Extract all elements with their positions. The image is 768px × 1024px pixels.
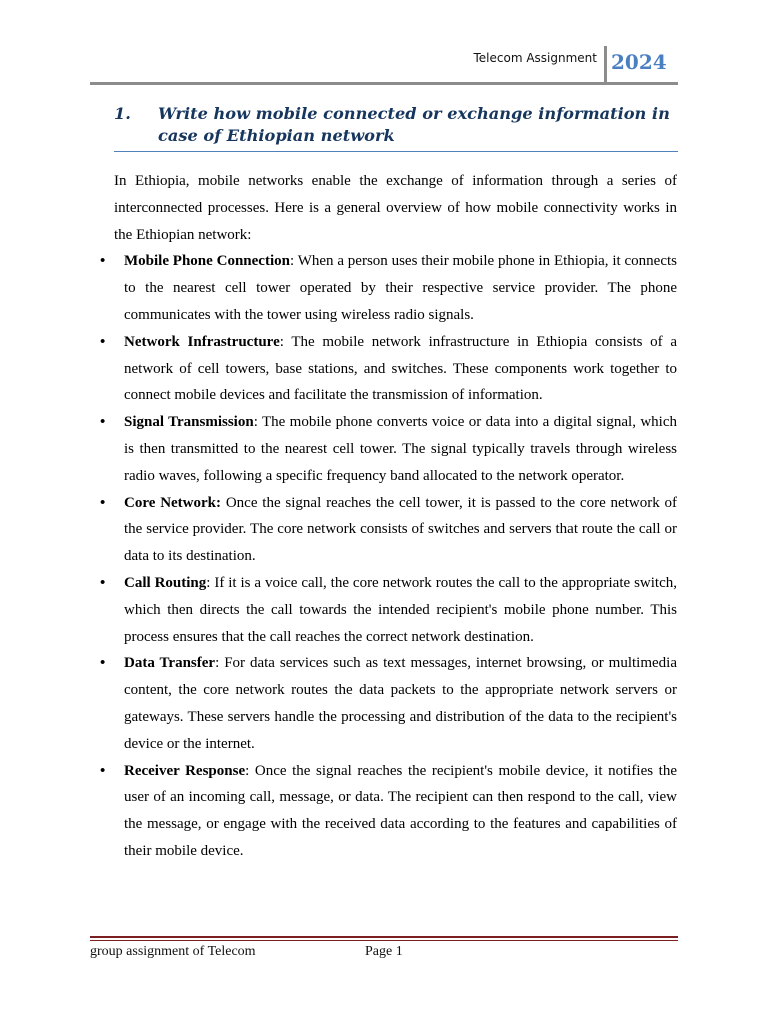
- header-title: Telecom Assignment: [473, 51, 597, 65]
- heading-text: Write how mobile connected or exchange information in case of Ethiopian network: [158, 104, 670, 145]
- bullet-sep: :: [279, 333, 292, 350]
- list-item: [100, 329, 678, 409]
- body-content: [100, 168, 678, 865]
- heading-rule: [114, 151, 678, 152]
- bullet-term: Data Transfer: [124, 655, 216, 672]
- bullet-sep: :: [253, 414, 262, 431]
- bullet-text: For data services such as text messages, internet browsing, or multimedia content, the core network routes the data packets to the appropriate network servers or gateways. These servers handle the processing and distribution of the data to the recipient's device or the internet.: [124, 655, 677, 752]
- bullet-icon: •: [100, 414, 106, 431]
- header-rule: [90, 82, 678, 85]
- header-year: 2024: [611, 50, 667, 74]
- footer-rule-thick: [90, 936, 678, 938]
- bullet-term: Receiver Response: [124, 762, 246, 779]
- bullet-icon: •: [100, 333, 106, 350]
- bullet-term: Mobile Phone Connection: [124, 253, 290, 270]
- list-item: [100, 650, 677, 757]
- intro-paragraph: In Ethiopia, mobile networks enable the exchange of information through a series of interconnected processes. Here is a general overview of how mobile connectivity works in the Ethiopian network:: [114, 173, 677, 243]
- bullet-icon: •: [100, 494, 106, 511]
- bullet-sep: :: [215, 655, 225, 672]
- list-item: [100, 570, 677, 650]
- footer-rule-thin: [90, 940, 678, 941]
- bullet-text: The mobile network infrastructure in Ethiopia consists of a network of cell towers, base stations, and switches. These components work together to connect mobile devices and facilitate the transmission of information.: [124, 333, 678, 404]
- bullet-icon: •: [100, 655, 106, 672]
- bullet-term: Core Network:: [124, 494, 222, 511]
- bullet-sep: :: [206, 574, 215, 591]
- list-item: [100, 409, 677, 489]
- bullet-sep: :: [289, 253, 298, 270]
- bullet-text: The mobile phone converts voice or data into a digital signal, which is then transmitted to the nearest cell tower. The signal typically travels through wireless radio waves, following a specific frequency band allocated to the network operator.: [124, 414, 677, 484]
- bullet-text: If it is a voice call, the core network routes the call to the appropriate switch, which then directs the call towards the intended recipient's mobile phone number. This process ensures that the call reaches the correct network destination.: [124, 574, 677, 645]
- header-separator: [604, 46, 607, 84]
- bullet-icon: •: [100, 253, 106, 270]
- footer-label: group assignment of Telecom: [90, 944, 256, 959]
- bullet-sep: :: [245, 762, 255, 779]
- list-item: [100, 490, 678, 570]
- bullet-text: When a person uses their mobile phone in Ethiopia, it connects to the nearest cell tower operated by their respective service provider. The phone communicates with the tower using wireless radio signals.: [124, 253, 677, 323]
- bullet-term: Signal Transmission: [124, 414, 254, 431]
- heading-number: 1.: [114, 104, 131, 123]
- bullet-term: Call Routing: [124, 574, 207, 591]
- bullet-text: Once the signal reaches the cell tower, it is passed to the core network of the service provider. The core network consists of switches and servers that route the call or data to its destination.: [124, 494, 678, 565]
- list-item: [100, 248, 677, 328]
- bullet-icon: •: [100, 762, 106, 779]
- bullet-text: Once the signal reaches the recipient's mobile device, it notifies the user of an incoming call, message, or data. The recipient can then respond to the call, view the message, or engage with the received data according to the features and capabilities of their mobile device.: [124, 762, 677, 859]
- bullet-list: [100, 248, 678, 864]
- section-heading: [114, 103, 678, 147]
- footer-page-number: Page 1: [365, 944, 403, 959]
- list-item: [100, 758, 677, 865]
- bullet-term: Network Infrastructure: [124, 333, 280, 350]
- bullet-icon: •: [100, 574, 106, 591]
